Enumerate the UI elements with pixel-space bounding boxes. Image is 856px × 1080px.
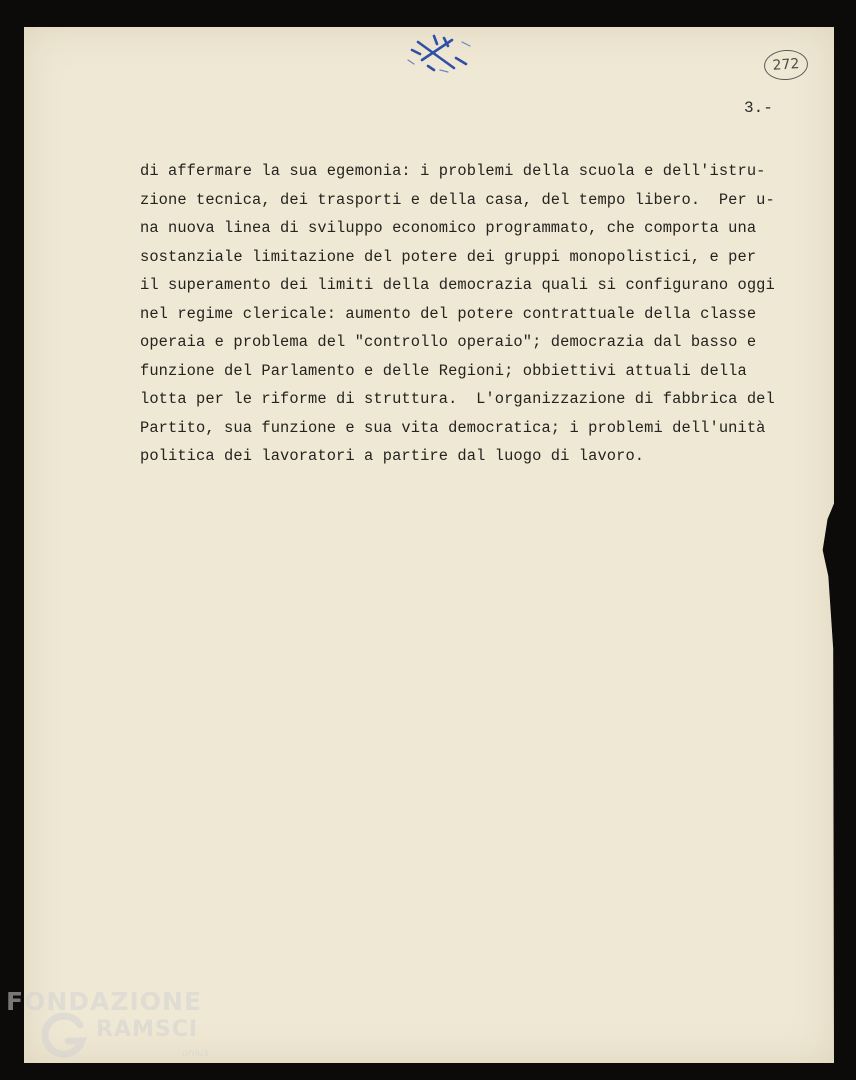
text-line: di affermare la sua egemonia: i problemi della scuola e dell'istru- (140, 162, 766, 180)
blue-stamp-mark-icon (404, 32, 478, 76)
gramsci-g-logo-icon (40, 1011, 90, 1061)
archive-number: 272 (763, 49, 809, 82)
watermark-line-2: RAMSCI (96, 1017, 199, 1042)
text-line: funzione del Parlamento e delle Regioni; obbiettivi attuali della (140, 361, 747, 380)
fondazione-gramsci-watermark (6, 987, 216, 1077)
watermark-line-1: FONDAZIONE (6, 987, 203, 1016)
page-number: 3.- (744, 99, 773, 117)
text-line: Partito, sua funzione e sua vita democratica; i problemi dell'unità (140, 418, 766, 437)
text-line: zione tecnica, dei trasporti e della casa, del tempo libero. Per u- (140, 190, 775, 209)
text-line: il superamento dei limiti della democrazia quali si configurano oggi (140, 276, 775, 294)
text-line: lotta per le riforme di struttura. L'organizzazione di fabbrica del (140, 390, 775, 408)
text-line: na nuova linea di sviluppo economico programmato, che comporta una (140, 219, 757, 237)
text-line: sostanziale limitazione del potere dei gruppi monopolistici, e per (140, 247, 757, 266)
text-line: nel regime clericale: aumento del potere contrattuale della classe (140, 304, 757, 323)
watermark-line-3: onlus (182, 1048, 209, 1059)
text-line: operaia e problema del "controllo operaio"; democrazia dal basso e (140, 333, 757, 351)
text-line: politica dei lavoratori a partire dal luogo di lavoro. (140, 447, 645, 465)
typed-body-text (140, 157, 800, 471)
